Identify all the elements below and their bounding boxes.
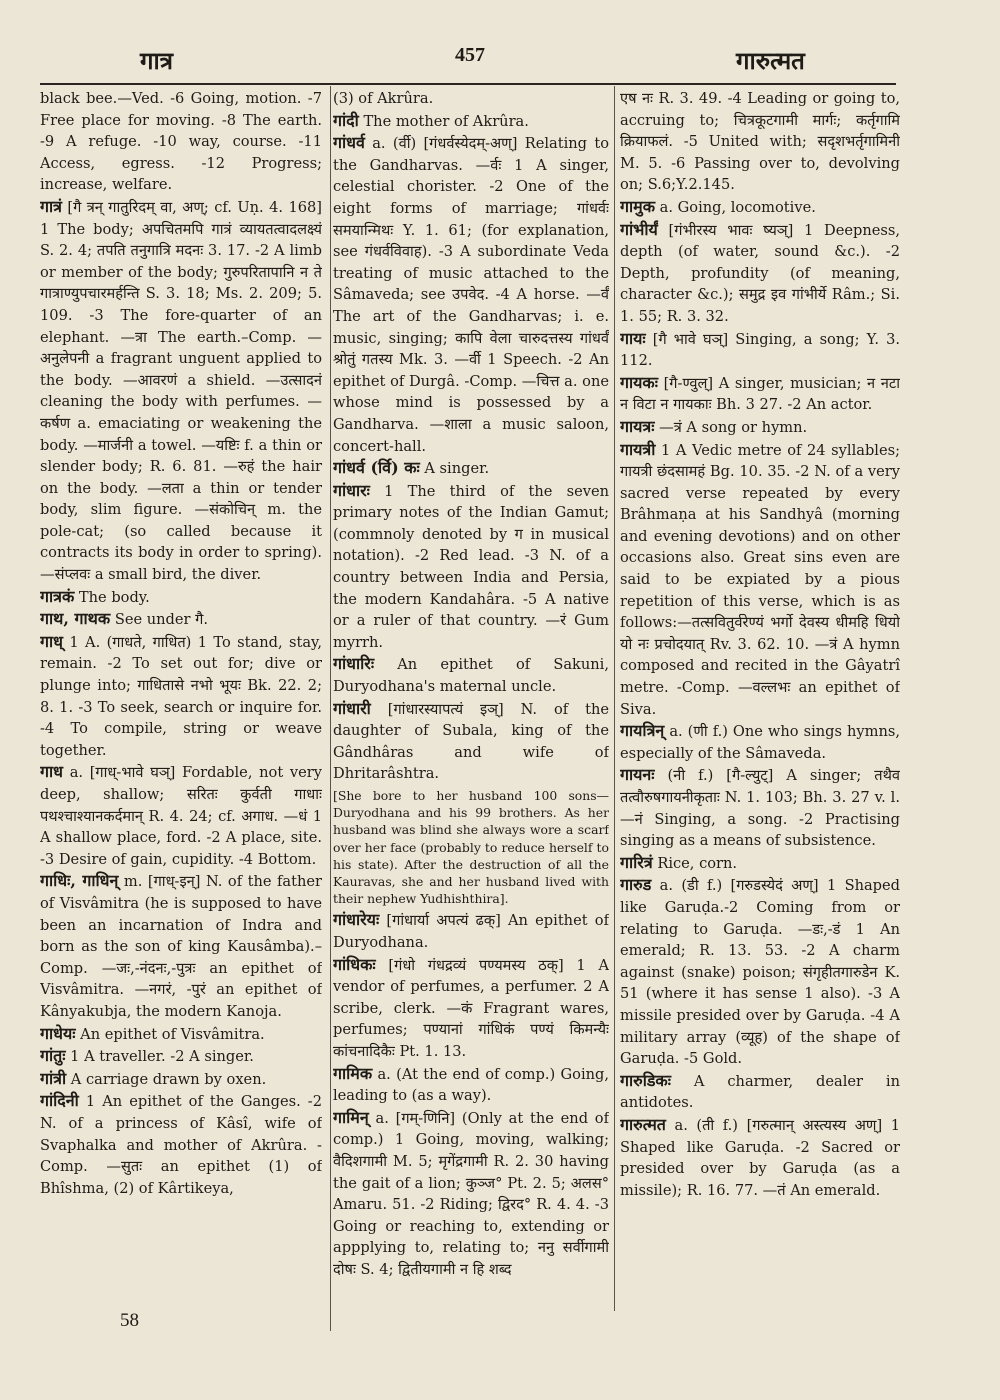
headword: गांधारी	[333, 698, 371, 718]
dictionary-entry	[620, 874, 900, 1069]
definition-text: A charmer, dealer in antidotes.	[620, 1072, 900, 1112]
column-1	[40, 88, 322, 1348]
definition-text: [गांधारस्यापत्यं इञ्] N. of the daughter of Subala, king of the Gândhâras and wife of Dhritarâshtra.	[333, 700, 609, 783]
headword: गायनः	[620, 765, 655, 785]
dictionary-entry	[40, 1045, 322, 1068]
definition-text: एष नः R. 3. 49. -4 Leading or going to, accruing to; चित्रकूटगामी मार्गः; कर्तृगामि क्रियाफलं. -5 United with; सदृशभर्तृगामिनी M. 5. -6 Passing over to, devolving on; S.6;Y.2.145.	[620, 90, 900, 194]
dictionary-entry	[40, 586, 322, 609]
dictionary-entry	[40, 608, 322, 631]
dictionary-entry	[40, 196, 322, 586]
definition-text: m. [गाध्-इन्] N. of the father of Visvâmitra (he is supposed to have been an incarnation of Indra and born as the son of king Kausâmba).–Comp. —जः,-नंदनः,-पुत्रः an epithet of Visvâmitra. —नगरं, -पुरं an epithet of Kânyakubja, the modern Kanoja.	[40, 873, 322, 1020]
dictionary-entry	[333, 1107, 609, 1281]
definition-text: [गांधार्या अपत्यं ढक्] An epithet of Duryodhana.	[333, 912, 609, 952]
dictionary-entry	[333, 110, 609, 133]
dictionary-entry	[40, 870, 322, 1022]
definition-text: An epithet of Sakuni, Duryodhana's maternal uncle.	[333, 656, 609, 696]
dictionary-entry	[620, 439, 900, 721]
definition-text: A singer.	[424, 460, 490, 478]
headword: गाध	[40, 762, 63, 782]
headword: गायत्रः	[620, 416, 655, 436]
dictionary-entry	[333, 88, 609, 110]
dictionary-entry	[333, 653, 609, 697]
dictionary-entry	[40, 761, 322, 870]
definition-text: black bee.—Ved. -6 Going, motion. -7 Free place for moving. -8 The earth. -9 A refuge. -10 way, course. -11 Access, egress. -12 Progress; increase, welfare.	[40, 90, 322, 194]
definition-text: —त्रं A song or hymn.	[659, 418, 808, 436]
headword: गायत्री	[620, 439, 656, 459]
dictionary-entry	[40, 1090, 322, 1199]
headword: गांदी	[333, 110, 359, 130]
definition-text: a. (णी f.) One who sings hymns, especially of the Sâmaveda.	[620, 723, 900, 762]
dictionary-entry	[620, 372, 900, 416]
signature-mark: 58	[120, 1310, 139, 1331]
headword: गारित्रं	[620, 852, 653, 872]
dictionary-entry	[333, 698, 609, 785]
definition-text: 1 A Vedic metre of 24 syllables; गायत्री छंदसामहं Bg. 10. 35. -2 N. of a very sacred verse repeated by every Brâhmaṇa at his Sandhyâ (morning and evening devotions) and on other occasions also. Great sins even are said to be expiated by a pious repetition of this verse, which is as follows:—तत्सवितुर्वरेण्यं भर्गो देवस्य धीमहि धियो यो नः प्रचोदयात् Rv. 3. 62. 10. —त्रं A hymn composed and recited in the Gâyatrî metre. -Comp. —वल्लभः an epithet of Siva.	[620, 441, 900, 718]
headword: गारुत्मत	[620, 1114, 666, 1134]
definition-text: a. [गम्-णिनि] (Only at the end of comp.) 1 Going, moving, walking; वैदिशगामी M. 5; मृगेंद्रगामी R. 2. 30 having the gait of a lion; कुञ्ज° Pt. 2. 5; अलस° Amaru. 51. -2 Riding; द्विरद° R. 4. 4. -3 Going or reaching to, extending or appplying to, relating to; ननु सर्वीगामी दोषः S. 4; द्वितीयगामी न हि शब्द	[333, 1109, 609, 1278]
headword: गाध्	[40, 631, 63, 651]
definition-text: a. (At the end of comp.) Going, leading to (as a way).	[333, 1065, 609, 1105]
dictionary-entry	[333, 909, 609, 953]
definition-text: Rice, corn.	[657, 854, 738, 872]
dictionary-entry	[620, 219, 900, 328]
definition-text: a. (ती f.) [गरुत्मान् अस्त्यस्य अण्] 1 Shaped like Garuḍa. -2 Sacred or presided over by Garuḍa (as a missile); R. 16. 77. —तं An emerald.	[620, 1116, 900, 1199]
headword: गामुक	[620, 196, 656, 216]
column-2	[333, 88, 609, 1348]
column-divider	[614, 86, 615, 1311]
definition-text: (3) of Akrûra.	[333, 90, 434, 107]
dictionary-entry	[620, 328, 900, 372]
definition-text: See under गै.	[114, 611, 208, 629]
definition-text: 1 A. (गाधते, गाधित) 1 To stand, stay, remain. -2 To set out for; dive or plunge into; गाधितासे नभो भूयः Bk. 22. 2; 8. 1. -3 To seek, search or inquire for. -4 To compile, string or weave together.	[40, 633, 322, 759]
column-divider	[330, 86, 331, 1331]
headword: गांत्री	[40, 1068, 67, 1088]
definition-text: a. (र्वी) [गंधर्वस्येदम्-अण्] Relating to the Gandharvas. —र्वः 1 A singer, celestial chorister. -2 One of the eight forms of marriage; गांधर्वः समयान्मिथः Y. 1. 61; (for explanation, see गंधर्वविवाह). -3 A subordinate Veda treating of music attached to the Sâmaveda; see उपवेद. -4 A horse. —र्वं The art of the Gandharvas; i. e. music, singing; कापि वेला चारुदत्तस्य गांधर्वं श्रोतुं गतस्य Mk. 3. —र्वी 1 Speech. -2 An epithet of Durgâ. -Comp. —चित्त a. one whose mind is possessed by a Gandharva. —शाला a music saloon, concert-hall.	[333, 135, 609, 455]
dictionary-entry	[620, 720, 900, 764]
dictionary-entry	[620, 1070, 900, 1114]
headword: गात्रं	[40, 196, 62, 216]
column-3	[620, 88, 900, 1348]
definition-text: [गंधो गंधद्रव्यं पण्यमस्य ठक्] 1 A vendor of perfumes, a perfumer. 2 A scribe, clerk. —कं Fragrant wares, perfumes; पण्यानां गांधिकं पण्यं किमन्यैः कांचनादिकैः Pt. 1. 13.	[333, 956, 609, 1060]
definition-text: (नी f.) [गै-ल्युट्] A singer; तथैव तत्वौरुषगायनीकृताः N. 1. 103; Bh. 3. 27 v. l. —नं Singing, a song. -2 Practising singing as a means of subsistence.	[620, 767, 900, 850]
headword: गांधर्व (र्वि) कः	[333, 458, 420, 478]
header-rule	[40, 83, 896, 85]
dictionary-entry	[333, 132, 609, 457]
definition-text: The body.	[78, 588, 150, 606]
headword: गांधर्व	[333, 133, 365, 153]
headword: गायत्रिन्	[620, 721, 665, 741]
definition-text: [गै त्रन् गातुरिदम् वा, अण्; cf. Uṇ. 4. 168] 1 The body; अपचितमपि गात्रं व्यायतत्वादलक्ष्यं S. 2. 4; तपति तनुगात्रि मदनः 3. 17. -2 A limb or member of the body; गुरुपरितापानि न ते गात्राण्युपचारमर्हन्ति S. 3. 18; Ms. 2. 209; 5. 109. -3 The fore-quarter of an elephant. —त्रा The earth.–Comp. —अनुलेपनी a fragrant unguent applied to the body. —आवरणं a shield. —उत्सादनं cleaning the body with perfumes. —कर्षण a. emaciating or weakening the body. —मार्जनी a towel. —यष्टिः f. a thin or slender body; R. 6. 81. —रुहं the hair on the body. —लता a thin or tender body, slim figure. —संकोचिन् m. the pole-cat; (so called because it contracts its body in order to spring). —संप्लवः a small bird, the diver.	[40, 198, 322, 584]
headword: गांधारेयः	[333, 910, 380, 930]
definition-text: a. [गाध्-भावे घञ्] Fordable, not very deep, shallow; सरितः कुर्वती गाधाः पथश्चाश्यानकर्दमान् R. 4. 24; cf. अगाध. —धं 1 A shallow place, ford. -2 A place, site. -3 Desire of gain, cupidity. -4 Bottom.	[40, 764, 322, 868]
running-head-first-word: गात्र	[140, 46, 173, 75]
definition-text: [She bore to her husband 100 sons—Duryodhana and his 99 brothers. As her husband was blind she always wore a scarf over her face (probably to reduce herself to his state). After the destruction of all the Kauravas, she and her husband lived with their nephew Yudhishthira].	[333, 788, 609, 907]
definition-text: An epithet of Visvâmitra.	[80, 1025, 265, 1043]
dictionary-entry	[333, 1063, 609, 1107]
dictionary-entry	[333, 457, 609, 480]
headword: गायः	[620, 328, 646, 348]
dictionary-entry	[40, 88, 322, 196]
headword: गात्रकं	[40, 586, 75, 606]
headword: गाथ, गाथक	[40, 609, 111, 629]
dictionary-entry	[40, 1023, 322, 1046]
definition-text: 1 A traveller. -2 A singer.	[70, 1048, 254, 1066]
definition-text: [गै-ण्वुल्] A singer, musician; न नटा न विटा न गायकाः Bh. 3 27. -2 An actor.	[620, 374, 900, 414]
definition-text: [गंभीरस्य भावः ष्यञ्] 1 Deepness, depth (of water, sound &c.). -2 Depth, profundity (of meaning, character &c.); समुद्र इव गांभीर्ये Râm.; Si. 1. 55; R. 3. 32.	[620, 221, 900, 325]
definition-text: [गै भावे घञ्] Singing, a song; Y. 3. 112.	[620, 330, 900, 370]
headword: गामिक	[333, 1063, 373, 1083]
headword: गांतुः	[40, 1046, 66, 1066]
headword: गारुडिकः	[620, 1070, 671, 1090]
page-number: 457	[455, 44, 485, 66]
headword: गांधिकः	[333, 954, 376, 974]
headword: गांधारिः	[333, 654, 375, 674]
dictionary-entry	[40, 1068, 322, 1091]
dictionary-entry	[620, 852, 900, 875]
running-head-last-word: गारुत्मत	[736, 46, 805, 75]
dictionary-entry	[620, 1114, 900, 1201]
dictionary-entry	[620, 196, 900, 219]
headword: गारुड	[620, 875, 652, 895]
entry-note	[333, 787, 609, 907]
dictionary-entry	[40, 631, 322, 762]
dictionary-entry	[620, 88, 900, 196]
definition-text: A carriage drawn by oxen.	[70, 1070, 267, 1088]
dictionary-entry	[620, 764, 900, 851]
definition-text: 1 The third of the seven primary notes of the Indian Gamut; (commnoly denoted by ग in musical notation). -2 Red lead. -3 N. of a country between India and Persia, the modern Kandahâra. -5 A native or a ruler of that country. —रं Gum myrrh.	[333, 482, 609, 651]
headword: गायकः	[620, 372, 658, 392]
headword: गाधेयः	[40, 1023, 76, 1043]
dictionary-entry	[333, 954, 609, 1063]
dictionary-entry	[620, 416, 900, 439]
definition-text: 1 An epithet of the Ganges. -2 N. of a princess of Kâsî, wife of Svaphalka and mother of Akrûra. -Comp. —सुतः an epithet (1) of Bhîshma, (2) of Kârtikeya,	[40, 1093, 322, 1197]
definition-text: a. (डी f.) [गरुडस्येदं अण्] 1 Shaped like Garuḍa.-2 Coming from or relating to Garuḍa. —डः,-डं 1 An emerald; R. 13. 53. -2 A charm against (snake) poison; संगृहीतगारुडेन K. 51 (where it has sense 1 also). -3 A missile presided over by Garuḍa. -4 A military array (व्यूह) of the shape of Garuḍa. -5 Gold.	[620, 877, 900, 1068]
headword: गाधिः, गाधिन्	[40, 871, 119, 891]
dictionary-entry	[333, 480, 609, 654]
headword: गांभीर्यं	[620, 219, 658, 239]
definition-text: The mother of Akrûra.	[363, 112, 529, 130]
headword: गामिन्	[333, 1107, 369, 1127]
headword: गांदिनी	[40, 1091, 79, 1111]
headword: गांधारः	[333, 480, 370, 500]
definition-text: a. Going, locomotive.	[659, 198, 816, 216]
